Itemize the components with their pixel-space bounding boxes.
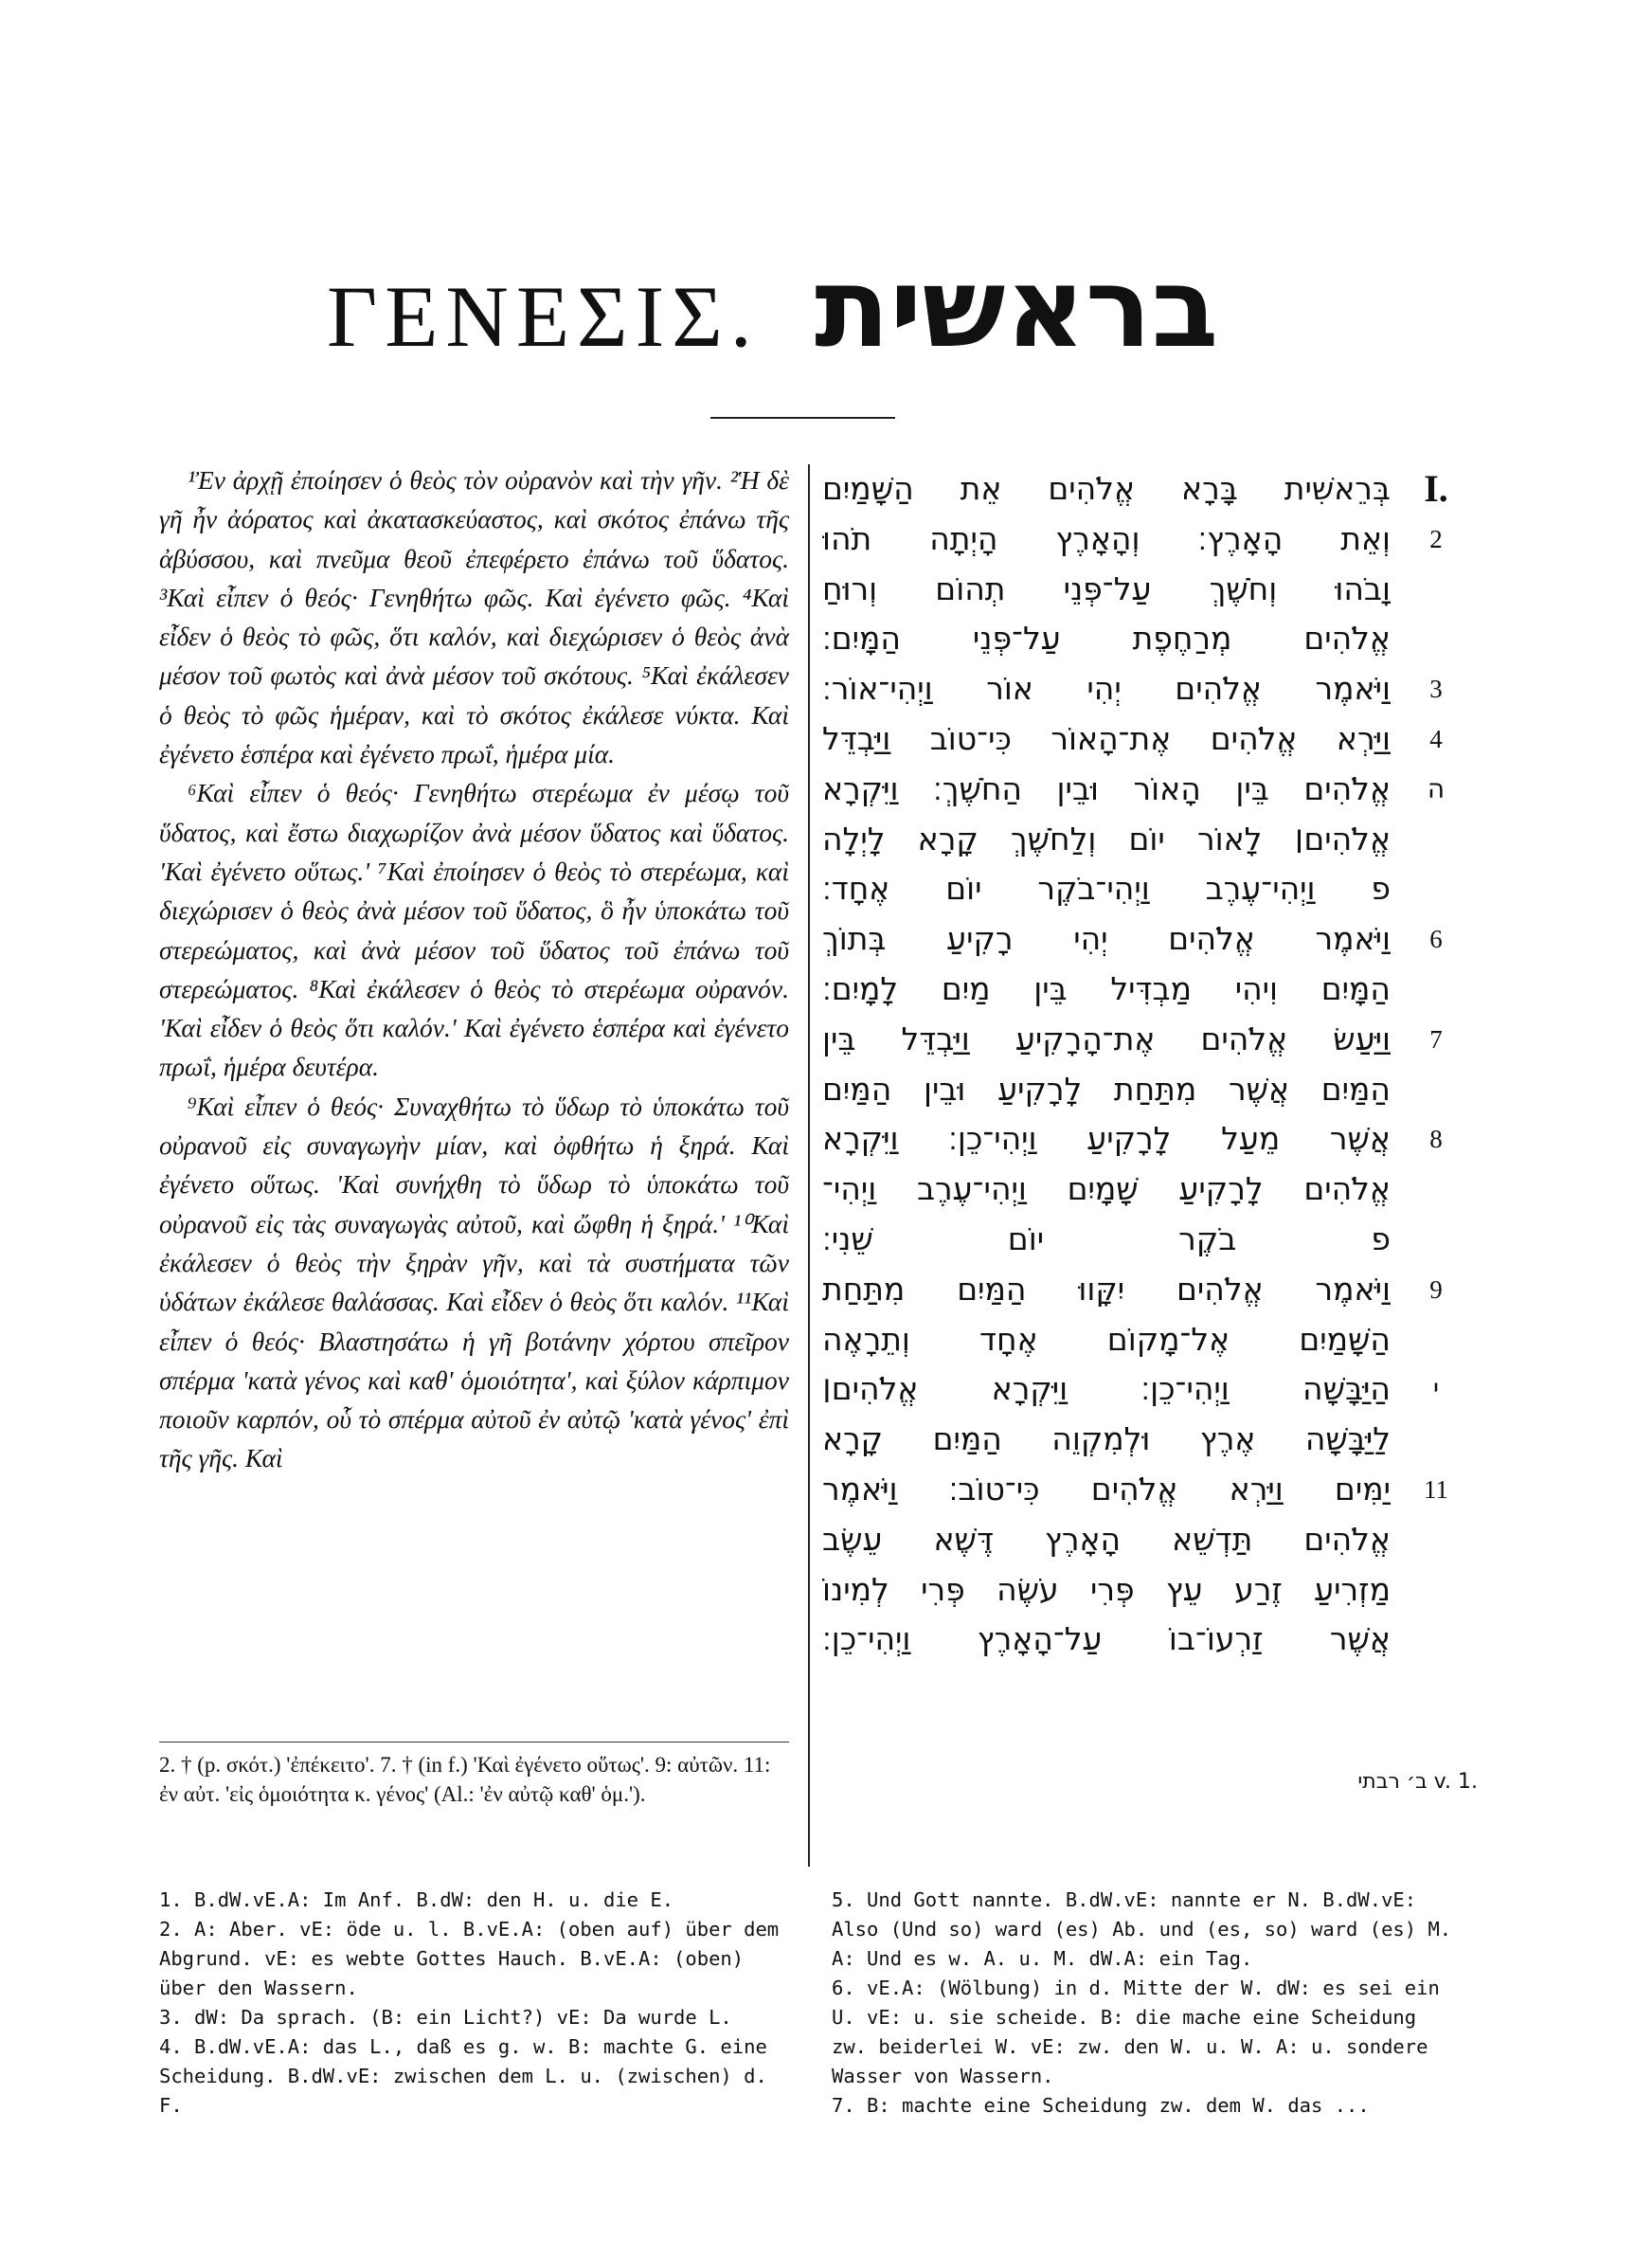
hebrew-line — [822, 1065, 1476, 1115]
hebrew-line — [822, 765, 1476, 815]
hebrew-line-text: אֱלֹהִים מְרַחֶפֶת עַל־פְּנֵי הַמָּיִם׃ — [822, 620, 1391, 658]
note-line: 7. B: machte eine Scheidung zw. dem W. das ... — [832, 2094, 1370, 2117]
verse-number: I. — [1424, 467, 1448, 510]
hebrew-line — [822, 914, 1476, 965]
note-line: 4. B.dW.vE.A: das L., daß es g. w. B: machte G. eine Scheidung. B.dW.vE: zwischen dem L. u. (zwischen) d. F. — [159, 2035, 767, 2117]
note-line: 1. B.dW.vE.A: Im Anf. B.dW: den H. u. die E. — [159, 1888, 674, 1911]
hebrew-line — [822, 1615, 1476, 1665]
hebrew-line — [822, 864, 1476, 914]
hebrew-line — [822, 1114, 1476, 1165]
hebrew-line-text: אֲשֶׁר זַרְעוֹ־בוֹ עַל־הָאָרֶץ וַיְהִי־כֵן׃ — [822, 1620, 1391, 1658]
hebrew-line — [822, 1265, 1476, 1315]
hebrew-line-text: הַשָּׁמַיִם אֶל־מָקוֹם אֶחָד וְתֵרָאֶה — [822, 1320, 1391, 1358]
hebrew-line-text: יַמִּים וַיַּרְא אֱלֹהִים כִּי־טוֹב׃ וַיֹּאמֶר — [822, 1470, 1391, 1508]
hebrew-line — [822, 1465, 1476, 1515]
hebrew-line — [822, 1565, 1476, 1616]
hebrew-line — [822, 515, 1476, 565]
hebrew-line-text: אֱלֹהִים תַּדְשֵׁא הָאָרֶץ דֶּשֶׁא עֵשֶׂב — [822, 1520, 1391, 1558]
hebrew-line-text: הַמָּיִם וִיהִי מַבְדִּיל בֵּין מַיִם לָמָיִם׃ — [822, 969, 1391, 1007]
greek-paragraph-2: ⁶Καὶ εἶπεν ὁ θεός· Γενηθήτω στερέωμα ἐν μέσῳ τοῦ ὕδατος, καὶ ἔστω διαχωρίζον ἀνὰ μέσον ὕδατος καὶ ὕδατος. 'Καὶ ἐγένετο οὕτως.' ⁷Καὶ ἐποίησεν ὁ θεὸς τὸ στερέωμα, καὶ διεχώρισεν ὁ θεὸς ἀνὰ μέσον τοῦ ὕδατος, ὃ ἦν ὑποκάτω τοῦ στερεώματος, καὶ ἀνὰ μέσον τοῦ ὕδατος τοῦ ἐπάνω τοῦ στερεώματος. ⁸Καὶ ἐκάλεσεν ὁ θεὸς τὸ στερέωμα οὐρανόν. 'Καὶ εἶδεν ὁ θεὸς ὅτι καλόν.' Καὶ ἐγένετο ἑσπέρα καὶ ἐγένετο πρωΐ, ἡμέρα δευτέρα. — [159, 778, 789, 1082]
hebrew-line-text: אֲשֶׁר מֵעַל לָרָקִיעַ וַיְהִי־כֵן׃ וַיִּקְרָא — [822, 1120, 1391, 1158]
hebrew-line — [822, 1415, 1476, 1465]
hebrew-line-text: וְאֵת הָאָרֶץ׃ וְהָאָרֶץ הָיְתָה תֹהוּ — [822, 519, 1391, 557]
greek-title: ΓΕΝΕΣΙΣ. — [327, 268, 760, 365]
hebrew-line — [822, 1165, 1476, 1215]
hebrew-line-text: וַיֹּאמֶר אֱלֹהִים יְהִי אוֹר וַיְהִי־אוֹר׃ — [822, 670, 1391, 708]
verse-number: 7 — [1429, 1024, 1443, 1054]
hebrew-line — [822, 1515, 1476, 1565]
verse-number: 9 — [1429, 1274, 1443, 1304]
hebrew-line — [822, 464, 1476, 515]
hebrew-line-text: אֱלֹהִים בֵּין הָאוֹר וּבֵין הַחֹשֶׁךְ׃ וַיִּקְרָא — [822, 769, 1391, 807]
greek-paragraph-1: ¹Ἐν ἀρχῇ ἐποίησεν ὁ θεὸς τὸν οὐρανὸν καὶ τὴν γῆν. ²Ἡ δὲ γῆ ἦν ἀόρατος καὶ ἀκατασκεύαστος, καὶ σκότος ἐπάνω τῆς ἀβύσσου, καὶ πνεῦμα θεοῦ ἐπεφέρετο ἐπάνω τοῦ ὕδατος. ³Καὶ εἶπεν ὁ θεός· Γενηθήτω φῶς. Καὶ ἐγένετο φῶς. ⁴Καὶ εἶδεν ὁ θεὸς τὸ φῶς, ὅτι καλόν, καὶ διεχώρισεν ὁ θεὸς ἀνὰ μέσον τοῦ φωτὸς καὶ ἀνὰ μέσον τοῦ σκότους. ⁵Καὶ ἐκάλεσεν ὁ θεὸς τὸ φῶς ἡμέραν, καὶ τὸ σκότος ἐκάλεσε νύκτα. Καὶ ἐγένετο ἑσπέρα καὶ ἐγένετο πρωΐ, ἡμέρα μία. — [159, 465, 789, 769]
verse-number: ה — [1427, 772, 1446, 804]
hebrew-line — [822, 714, 1476, 765]
hebrew-line — [822, 1015, 1476, 1065]
hebrew-line — [822, 1215, 1476, 1265]
hebrew-line-text: וַיַּרְא אֱלֹהִים אֶת־הָאוֹר כִּי־טוֹב וַיַּבְדֵּל — [822, 719, 1391, 757]
hebrew-line-text: בְּרֵאשִׁית בָּרָא אֱלֹהִים אֵת הַשָּׁמַיִם — [822, 470, 1391, 507]
hebrew-line — [822, 1364, 1476, 1415]
note-line: 5. Und Gott nannte. B.dW.vE: nannte er N. B.dW.vE: Also (Und so) ward (es) Ab. und (es, so) ward (es) M. A: Und es w. A. u. M. dW.A: ein Tag. — [832, 1888, 1452, 1970]
hebrew-line — [822, 565, 1476, 615]
hebrew-line-text: אֱלֹהִים׀ לָאוֹר יוֹם וְלַחֹשֶׁךְ קָרָא לָיְלָה — [822, 820, 1391, 858]
hebrew-line-text: פ בֹקֶר יוֹם שֵׁנִי׃ — [822, 1219, 1391, 1257]
hebrew-line-text: הַמַּיִם אֲשֶׁר מִתַּחַת לָרָקִיעַ וּבֵין הַמַּיִם — [822, 1070, 1391, 1108]
hebrew-line-text: מַזְרִיעַ זֶרַע עֵץ פְּרִי עֹשֶׂה פְּרִי לְמִינוֹ — [822, 1570, 1391, 1608]
german-notes-right — [832, 1886, 1462, 2121]
german-notes-left — [159, 1886, 789, 2121]
hebrew-line — [822, 614, 1476, 664]
hebrew-line-text: פ וַיְהִי־עֶרֶב וַיְהִי־בֹקֶר יוֹם אֶחָד׃ — [822, 870, 1391, 908]
note-line: 6. vE.A: (Wölbung) in d. Mitte der W. dW: es sei ein U. vE: u. sie scheide. B: die mache eine Scheidung zw. beiderlei W. vE: zw. den W. u. W. A: u. sondere Wasser von Wassern. — [832, 1977, 1440, 2087]
hebrew-line-text: וַיַּעַשׂ אֱלֹהִים אֶת־הָרָקִיעַ וַיַּבְדֵּל בֵּין — [822, 1020, 1391, 1057]
verse-number: 3 — [1429, 675, 1443, 704]
title-row — [0, 244, 1652, 396]
hebrew-line-text: וָבֹהוּ וְחֹשֶׁךְ עַל־פְּנֵי תְהוֹם וְרוּחַ — [822, 569, 1391, 607]
verse-number: 11 — [1424, 1474, 1448, 1504]
hebrew-line — [822, 664, 1476, 714]
note-line: 3. dW: Da sprach. (B: ein Licht?) vE: Da wurde L. — [159, 2006, 732, 2029]
greek-column — [159, 460, 789, 1740]
greek-footnotes: 2. † (p. σκότ.) 'ἐπέκειτο'. 7. † (in f.) 'Καὶ ἐγένετο οὕτως'. 9: αὐτῶν. 11: ἐν αὐτ. 'εἰς ὁμοιότητα κ. γένος' (Al.: 'ἐν αὐτῷ καθ' ὁμ.'). — [159, 1742, 789, 1809]
hebrew-line-text: אֱלֹהִים לָרָקִיעַ שָׁמָיִם וַיְהִי־עֶרֶב וַיְהִי־ — [822, 1170, 1391, 1208]
note-line: 2. A: Aber. vE: öde u. l. B.vE.A: (oben auf) über dem Abgrund. vE: es webte Gottes Hauch. B.vE.A: (oben) über den Wassern. — [159, 1918, 780, 1999]
hebrew-line-text: לַיַּבָּשָׁה אֶרֶץ וּלְמִקְוֵה הַמַּיִם קָרָא — [822, 1420, 1391, 1458]
greek-paragraph-3: ⁹Καὶ εἶπεν ὁ θεός· Συναχθήτω τὸ ὕδωρ τὸ ὑποκάτω τοῦ οὐρανοῦ εἰς συναγωγὴν μίαν, καὶ ὀφθήτω ἡ ξηρά. Καὶ ἐγένετο οὕτως. 'Καὶ συνήχθη τὸ ὕδωρ τὸ ὑποκάτω τοῦ οὐρανοῦ εἰς τὰς συναγωγὰς αὐτοῦ, καὶ ὤφθη ἡ ξηρά.' ¹⁰Καὶ ἐκάλεσεν ὁ θεὸς τὴν ξηρὰν γῆν, καὶ τὰ συστήματα τῶν ὑδάτων ἐκάλεσε θαλάσσας. Καὶ εἶδεν ὁ θεὸς ὅτι καλόν. ¹¹Καὶ εἶπεν ὁ θεός· Βλαστησάτω ἡ γῆ βοτάνην χόρτου σπεῖρον σπέρμα 'κατὰ γένος καὶ καθ' ὁμοιότητα', καὶ ξύλον κάρπιμον ποιοῦν καρπόν, οὗ τὸ σπέρμα αὐτοῦ ἐν αὐτῷ 'κατὰ γένος' ἐπὶ τῆς γῆς. Καὶ — [159, 1091, 789, 1473]
verse-number: 4 — [1429, 724, 1443, 753]
verse-number: 8 — [1429, 1125, 1443, 1154]
column-divider — [808, 464, 810, 1867]
hebrew-column — [822, 464, 1476, 1772]
hebrew-line — [822, 1315, 1476, 1365]
hebrew-title: בראשית — [815, 244, 1219, 372]
hebrew-line-text: הַיַּבָּשָׁה וַיְהִי־כֵן׃ וַיִּקְרָא אֱלֹהִים׀ — [822, 1370, 1391, 1408]
hebrew-margin-note: ב׳ רבתי v. 1. — [1357, 1770, 1478, 1794]
title-rule — [710, 417, 895, 419]
verse-number: 6 — [1429, 925, 1443, 954]
hebrew-line-text: וַיֹּאמֶר אֱלֹהִים יְהִי רָקִיעַ בְּתוֹךְ — [822, 920, 1391, 958]
hebrew-line-text: וַיֹּאמֶר אֱלֹהִים יִקָּווּ הַמַּיִם מִתַּחַת — [822, 1270, 1391, 1308]
verse-number: י — [1432, 1373, 1440, 1405]
hebrew-line — [822, 815, 1476, 865]
hebrew-line — [822, 965, 1476, 1015]
verse-number: 2 — [1429, 524, 1443, 553]
